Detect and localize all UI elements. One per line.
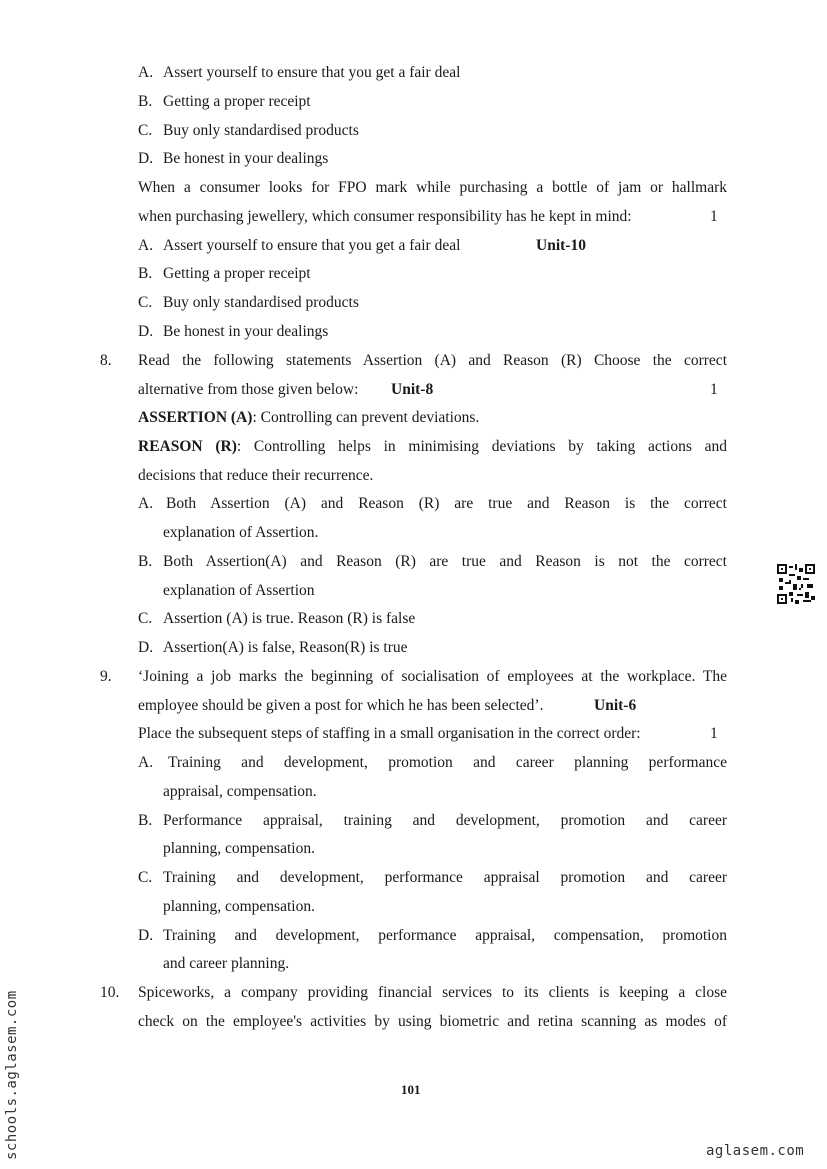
question-text: employee should be given a post for which he has been selected’. xyxy=(138,697,544,714)
option-b: B. xyxy=(138,553,153,570)
question-text: Spiceworks, a company providing financial services to its clients is keeping a close xyxy=(138,984,727,1001)
option-b: B. Getting a proper receipt xyxy=(138,93,311,110)
option-a: Both Assertion (A) and Reason (R) are true and Reason is the correct xyxy=(166,495,727,512)
option-b: B. Getting a proper receipt xyxy=(138,265,311,282)
option-b: explanation of Assertion xyxy=(163,582,315,599)
option-d: D. Assertion(A) is false, Reason(R) is true xyxy=(138,639,408,656)
option-a: A. xyxy=(138,754,154,771)
qr-code-icon xyxy=(777,564,815,604)
question-number: 10. xyxy=(100,984,120,1001)
assertion: ASSERTION (A): Controlling can prevent deviations. xyxy=(138,409,480,426)
option-b: Performance appraisal, training and development, promotion and career xyxy=(163,812,727,829)
question-text: Place the subsequent steps of staffing in a small organisation in the correct order: xyxy=(138,725,641,742)
option-c: C. Buy only standardised products xyxy=(138,294,359,311)
question-text: check on the employee's activities by using biometric and retina scanning as modes of xyxy=(138,1013,727,1030)
option-c: C. Buy only standardised products xyxy=(138,122,359,139)
reason: decisions that reduce their recurrence. xyxy=(138,467,374,484)
option-c: Training and development, performance appraisal promotion and career xyxy=(163,869,727,886)
bottom-watermark: aglasem.com xyxy=(706,1143,805,1159)
question-text: alternative from those given below: xyxy=(138,381,359,398)
option-b: planning, compensation. xyxy=(163,840,315,857)
unit-label: Unit-6 xyxy=(594,697,637,714)
option-b: B. xyxy=(138,812,153,829)
option-d: and career planning. xyxy=(163,955,290,972)
option-a: appraisal, compensation. xyxy=(163,783,317,800)
question-text: when purchasing jewellery, which consumer responsibility has he kept in mind: xyxy=(138,208,632,225)
marks: 1 xyxy=(710,208,718,225)
unit-label: Unit-10 xyxy=(536,237,586,254)
question-text: Read the following statements Assertion (A) and Reason (R) Choose the correct xyxy=(138,352,727,369)
side-watermark: schools.aglasem.com xyxy=(4,990,20,1160)
option-d: Training and development, performance appraisal, compensation, promotion xyxy=(163,927,727,944)
option-d: D. Be honest in your dealings xyxy=(138,150,329,167)
option-a: A. Assert yourself to ensure that you get a fair deal xyxy=(138,64,461,81)
option-c: planning, compensation. xyxy=(163,898,315,915)
option-a: Training and development, promotion and career planning performance xyxy=(168,754,727,771)
option-c: C. Assertion (A) is true. Reason (R) is false xyxy=(138,610,416,627)
reason: REASON (R): Controlling helps in minimising deviations by taking actions and xyxy=(138,438,727,455)
option-a: explanation of Assertion. xyxy=(163,524,319,541)
question-text: ‘Joining a job marks the beginning of socialisation of employees at the workplace. The xyxy=(138,668,727,685)
option-c: C. xyxy=(138,869,153,886)
page-number: 101 xyxy=(401,1082,421,1097)
option-a: A. xyxy=(138,495,154,512)
marks: 1 xyxy=(710,725,718,742)
question-number: 8. xyxy=(100,352,112,369)
option-b: Both Assertion(A) and Reason (R) are true and Reason is not the correct xyxy=(163,553,727,570)
question-text: When a consumer looks for FPO mark while purchasing a bottle of jam or hallmark xyxy=(138,179,727,196)
marks: 1 xyxy=(710,381,718,398)
unit-label: Unit-8 xyxy=(391,381,434,398)
option-a: A. Assert yourself to ensure that you get a fair deal xyxy=(138,237,461,254)
option-d: D. Be honest in your dealings xyxy=(138,323,329,340)
option-d: D. xyxy=(138,927,154,944)
question-number: 9. xyxy=(100,668,112,685)
